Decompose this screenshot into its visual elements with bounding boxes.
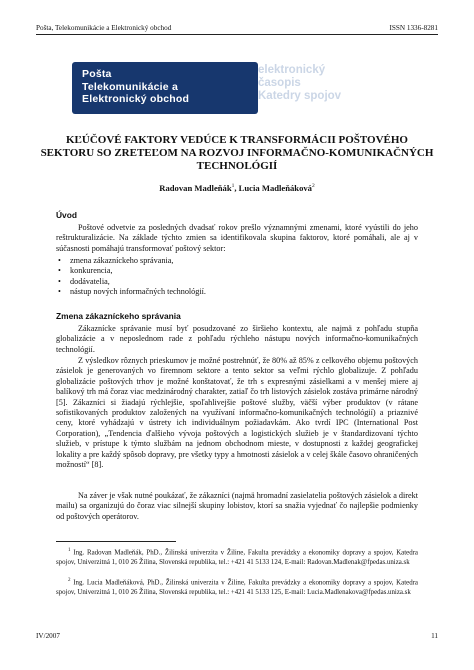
footnote-1-mark: 1 [68,548,71,553]
journal-name: Pošta, Telekomunikácie a Elektronický obchod [36,24,172,32]
author-1: Radovan Madleňák [159,183,232,193]
footnote-2-mark: 2 [68,578,71,583]
section2-paragraph-1: Zákaznícke správanie musí byť posudzované zo širšieho kontextu, ale najmä z pohľadu stupňa globalizácie a v neposlednom rade z pohľadu rýchleho nástupu nových informačno-komunikačných technológií. [56,324,418,354]
journal-logo [72,62,402,114]
author-2: Lucia Madleňáková [238,183,312,193]
factor-list [56,256,418,298]
author-1-footnote-mark: 1 [231,183,235,190]
author-separator: , [234,183,239,193]
page-footer [36,632,438,640]
running-header [36,24,438,32]
paper-title: KĽÚČOVÉ FAKTORY VEDÚCE K TRANSFORMÁCII POŠTOVÉHO SEKTORU SO ZRETEĽOM NA ROZVOJ INFORMAČNO-KOMUNIKAČNÝCH TECHNOLÓGIÍ [40,134,434,172]
logo-line-1: Pošta [82,68,112,80]
section2-paragraph-2: Z výsledkov rôznych prieskumov je možné postrehnúť, že 80% až 85% z celkového objemu poštových zásielok je generovaných vo firemnom sektore a tento sektor sa veľmi rýchlo globalizuje. Z pohľadu globalizácie poštových trhov je možné konštatovať, že trh s expresnými zásielkami a v menšej miere aj balíkový trh má čoraz viac medzinárodný charakter, zatiaľ čo trh listových zásielok zostáva primárne národný [5]. Zákazníci si žiadajú rýchlejšie, spoľahlivejšie poštové služby, väčší výber produktov (v rátane sofistikovaných produktov založených na využívaní informačno-komunikačných technológií) a priaznivé ceny, ktoré vyhádzajú v ústrety ich individuálnym požiadavkám. Ako tvrdí IPC (International Post Corporation), „Tendencia ďalšieho vývoja poštových a logistických služieb je v štandardizovaní týchto služieb, v prístupe k týmto službám na jednom obchodnom mieste, v dostupnosti z každej geografickej lokality a pre každý spôsob dopravy, pre všetky typy a hmotnosti zásielok a v celej škále časovo ohraničených možností“ [8]. [56,356,418,470]
list-item: • konkurencia, [56,266,418,276]
issn: ISSN 1336-8281 [389,24,438,32]
header-rule [36,34,438,35]
section2-paragraph-3: Na záver je však nutné poukázať, že zákazníci (najmä hromadní zasielatelia poštových zásielok a direkt mailu) sa organizujú do čoraz viac silnejší skupiny lobistov, ktorí sa snažia vyjednať čo najlepšie podmienky od poštových operátorov. [56,491,418,521]
logo-line-2: Telekomunikácie a [82,80,178,93]
logo-text [82,68,189,106]
logo-line-3: Elektronický obchod [82,93,190,105]
section-heading-customer-behavior: Zmena zákazníckeho správania [56,311,181,321]
page-number: 11 [431,632,438,640]
footnote-1-text: Ing. Radovan Madleňák, PhD., Žilinská univerzita v Žiline, Fakulta prevádzky a ekonomiky dopravy a spojov, Katedra spojov, Univerzitná 1, 010 26 Žilina, Slovenská republika, tel.: +421 41 5133 124, E-mail: Radovan.Madlenak@fpedas.uniza.sk [56,549,418,566]
intro-paragraph: Poštové odvetvie za posledných dvadsať rokov prešlo významnými zmenami, ktoré vyústili do jeho reštrukturalizácie. Na základe týchto zmien sa identifikovala skupina faktorov, ktoré pomáhali, ale aj v súčasnosti pomáhajú transformovať poštový sektor: [56,223,418,253]
list-item: • zmena zákazníckeho správania, [56,256,418,266]
logo-subtitle-2: časopis [258,77,301,89]
issue-label: IV/2007 [36,632,60,640]
logo-subtitle [258,64,341,103]
author-line [0,183,474,193]
footnote-rule [56,541,176,542]
list-item: • nástup nových informačných technológií. [56,287,418,297]
list-item: • dodávatelia, [56,277,418,287]
section-heading-intro: Úvod [56,210,77,220]
footnote-2 [56,576,418,597]
logo-subtitle-1: elektronický [258,64,326,76]
footnote-2-text: Ing. Lucia Madleňáková, PhD., Žilinská univerzita v Žiline, Fakulta prevádzky a ekonomiky dopravy a spojov, Katedra spojov, Univerzitná 1, 010 26 Žilina, Slovenská republika, tel.: +421 41 5133 125, E-mail: Lucia.Madlenakova@fpedas.uniza.sk [56,579,418,596]
author-2-footnote-mark: 2 [311,183,315,190]
logo-subtitle-3: Katedry spojov [258,90,342,102]
footnote-1 [56,546,418,567]
